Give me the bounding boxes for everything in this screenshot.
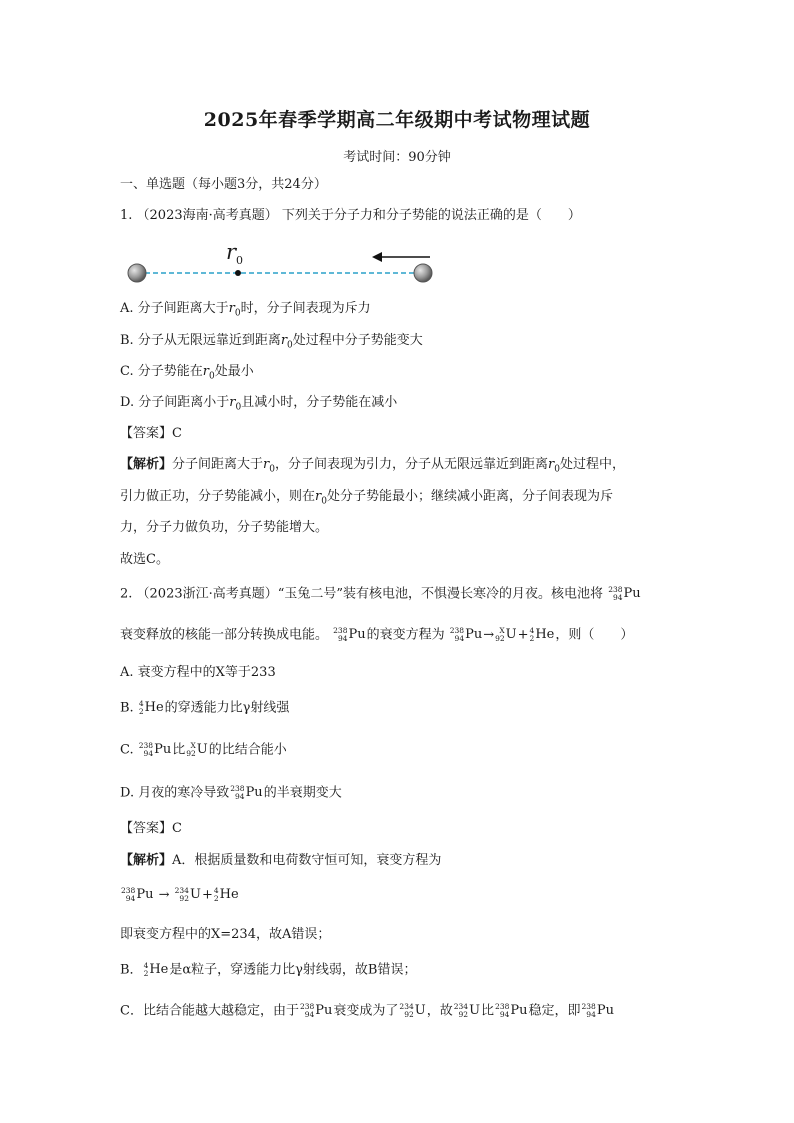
q2-answer: 【答案】C [120,821,182,836]
q1-analysis-line-2: 引力做正功，分子势能减小，则在$r_0$处分子势能最小；继续减小距离，分子间表现为斥 [120,489,613,507]
nuclide-u234: 234 92 U [174,886,201,903]
q2-option-d: D. 月夜的寒冷导致 238 94 Pu 的半衰期变大 [120,784,342,801]
q1-choose: 故选C。 [120,552,169,567]
q1-option-b: B. 分子从无限远靠近到距离$r_0$处过程中分子势能变大 [120,333,423,351]
nuclide-u234: 234 92 U [453,1002,481,1019]
nuclide-pu238: 238 94 Pu [495,1002,528,1019]
left-molecule [128,264,146,282]
nuclide-ux: X 92 U [186,741,208,758]
exam-time: 考试时间：90分钟 [343,150,451,165]
q1-option-c: C. 分子势能在$r_0$处最小 [120,364,254,382]
nuclide-pu238: 238 94 Pu [449,626,483,643]
diagram-r0-label: $r_0$ [226,240,244,268]
q1-diagram [120,238,450,288]
section-heading: 一、单选题（每小题3分，共24分） [120,177,327,192]
q1-stem: 1. （2023海南·高考真题） 下列关于分子力和分子势能的说法正确的是（ ） [120,208,581,223]
nuclide-pu238: 238 94 Pu [333,626,366,643]
nuclide-pu238: 238 94 Pu [121,886,154,903]
q2-analysis-x: 即衰变方程中的X=234，故A错误； [120,927,331,942]
nuclide-pu238: 238 94 Pu [230,784,263,801]
q1-option-a: A. 分子间距离大于$r_0$时，分子间表现为斥力 [120,301,371,319]
q2-stem-line-1: 2. （2023浙江·高考真题）“玉兔二号”装有核电池，不惧漫长寒冷的月夜。核电池将 238 94 Pu [120,585,641,602]
q2-option-b: B. 4 2 He 的穿透能力比γ射线强 [120,699,290,716]
nuclide-pu238: 238 94 Pu [581,1002,614,1019]
q2-option-c: C. 238 94 Pu 比 X 92 U 的比结合能小 [120,741,287,758]
q1-answer: 【答案】C [120,426,182,441]
right-molecule [414,264,432,282]
r0-point [235,270,241,276]
nuclide-he4: 4 2 He [213,886,239,903]
molecule-diagram [120,238,450,288]
nuclide-he4: 4 2 He [143,961,169,978]
page-title: 2025年春季学期高二年级期中考试物理试题 [203,109,591,131]
q2-analysis-c: C．比结合能越大越稳定，由于 238 94 Pu 衰变成为了 234 92 U ，故 234 92 U 比 238 94 Pu 稳定，即 238 94 Pu [120,1002,614,1019]
q2-analysis-b: B． 4 2 He 是α粒子，穿透能力比γ射线弱，故B错误； [120,961,417,978]
q2-analysis-a: 【解析】A．根据质量数和电荷数守恒可知，衰变方程为 [120,853,442,868]
q1-analysis-line-3: 力，分子力做负功，分子势能增大。 [120,520,329,535]
q1-option-d: D. 分子间距离小于$r_0$且减小时，分子势能在减小 [120,395,398,413]
nuclide-pu238: 238 94 Pu [299,1002,333,1019]
nuclide-ux: X 92 U [495,626,517,643]
nuclide-pu238: 238 94 Pu [138,741,172,758]
nuclide-u234: 234 92 U [399,1002,426,1019]
nuclide-pu238: 238 94 Pu [608,585,641,602]
q1-analysis-line-1: 【解析】分子间距离大于$r_0$，分子间表现为引力，分子从无限远靠近到距离$r_0$处过程中， [120,457,625,475]
q2-option-a: A. 衰变方程中的X等于233 [120,665,276,680]
nuclide-he4: 4 2 He [529,626,555,643]
q2-decay-equation: 238 94 Pu → 234 92 U + 4 2 He [121,886,239,903]
nuclide-he4: 4 2 He [138,699,164,716]
arrow-head [372,252,382,262]
q2-stem-line-2: 衰变释放的核能一部分转换成电能。 238 94 Pu 的衰变方程为 238 94 Pu → X 92 U + 4 2 He ，则（ ） [120,626,634,643]
